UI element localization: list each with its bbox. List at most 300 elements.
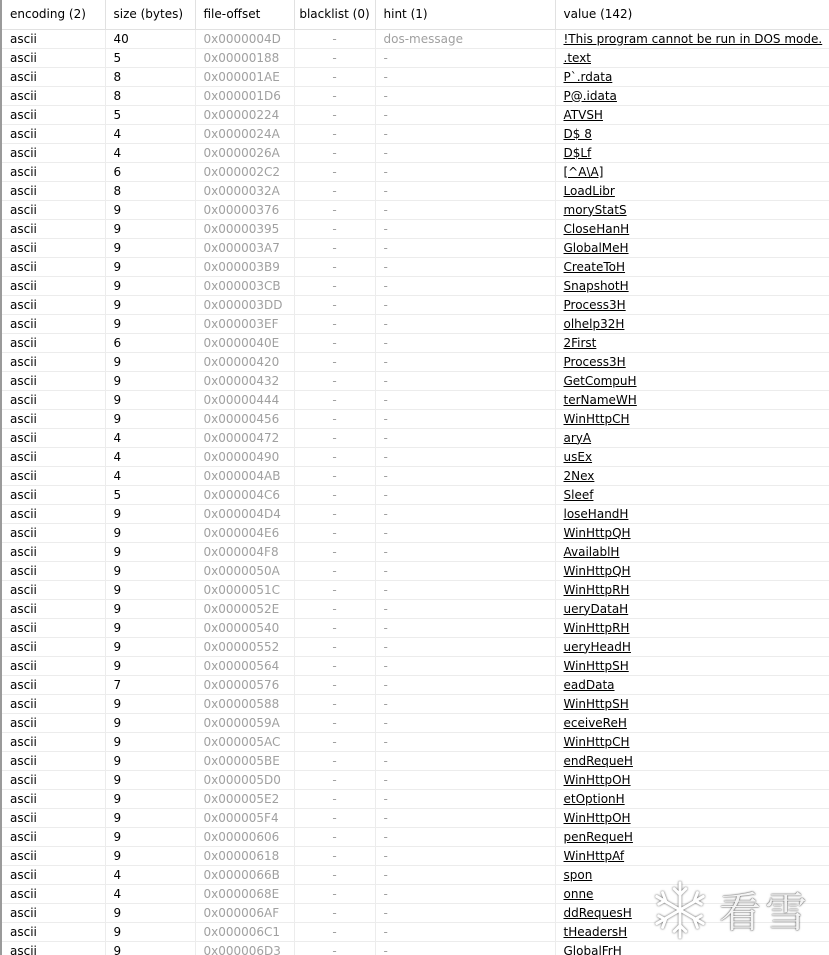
cell-hint: -: [375, 675, 555, 694]
cell-value: [555, 466, 829, 485]
table-row[interactable]: [2, 390, 829, 409]
cell-encoding: ascii: [2, 276, 105, 295]
table-header-row: [2, 0, 829, 29]
cell-encoding: ascii: [2, 846, 105, 865]
table-row[interactable]: [2, 86, 829, 105]
table-row[interactable]: [2, 181, 829, 200]
string-value-link[interactable]: terNameWH: [563, 392, 637, 407]
column-header-value[interactable]: value (142): [555, 0, 829, 29]
cell-value: [555, 504, 829, 523]
string-value-link[interactable]: GetCompuH: [563, 373, 637, 388]
table-row[interactable]: [2, 276, 829, 295]
string-value-link[interactable]: WinHttpCH: [563, 734, 630, 749]
cell-encoding: ascii: [2, 789, 105, 808]
string-value-link[interactable]: AvailablH: [563, 544, 620, 559]
cell-size: 9: [105, 827, 195, 846]
table-row[interactable]: [2, 67, 829, 86]
column-header-file-offset[interactable]: file-offset: [195, 0, 294, 29]
cell-value: [555, 276, 829, 295]
cell-file-offset: 0x000005D0: [195, 770, 294, 789]
cell-file-offset: 0x000006D3: [195, 941, 294, 955]
cell-blacklist: -: [294, 371, 375, 390]
table-row[interactable]: [2, 542, 829, 561]
cell-file-offset: 0x00000395: [195, 219, 294, 238]
cell-file-offset: 0x000004C6: [195, 485, 294, 504]
cell-blacklist: -: [294, 713, 375, 732]
string-value-link[interactable]: WinHttpSH: [563, 696, 629, 711]
cell-blacklist: -: [294, 86, 375, 105]
table-row[interactable]: [2, 200, 829, 219]
cell-value: [555, 637, 829, 656]
cell-encoding: ascii: [2, 352, 105, 371]
table-row[interactable]: [2, 941, 829, 955]
table-row[interactable]: [2, 485, 829, 504]
table-row[interactable]: [2, 789, 829, 808]
cell-file-offset: 0x00000618: [195, 846, 294, 865]
cell-size: 5: [105, 485, 195, 504]
cell-value: [555, 713, 829, 732]
table-row[interactable]: [2, 732, 829, 751]
cell-encoding: ascii: [2, 770, 105, 789]
cell-value: [555, 333, 829, 352]
table-row[interactable]: [2, 48, 829, 67]
column-header-size[interactable]: size (bytes): [105, 0, 195, 29]
cell-value: [555, 295, 829, 314]
cell-encoding: ascii: [2, 29, 105, 48]
cell-file-offset: 0x00000588: [195, 694, 294, 713]
cell-file-offset: 0x000004D4: [195, 504, 294, 523]
cell-size: 9: [105, 504, 195, 523]
cell-size: 9: [105, 713, 195, 732]
cell-encoding: ascii: [2, 903, 105, 922]
cell-value: [555, 447, 829, 466]
string-value-link[interactable]: moryStatS: [563, 202, 627, 217]
string-value-link[interactable]: GlobalMeH: [563, 240, 629, 255]
table-row[interactable]: [2, 29, 829, 48]
cell-size: 9: [105, 352, 195, 371]
string-value-link[interactable]: CloseHanH: [563, 221, 630, 236]
cell-file-offset: 0x000001D6: [195, 86, 294, 105]
table-row[interactable]: [2, 409, 829, 428]
string-value-link[interactable]: aryA: [563, 430, 592, 445]
string-value-link[interactable]: ATVSH: [563, 107, 603, 122]
string-value-link[interactable]: eadData: [563, 677, 615, 692]
cell-blacklist: -: [294, 751, 375, 770]
cell-blacklist: -: [294, 903, 375, 922]
string-value-link[interactable]: spon: [563, 867, 593, 882]
table-row[interactable]: [2, 884, 829, 903]
table-row[interactable]: [2, 827, 829, 846]
cell-value: [555, 827, 829, 846]
cell-hint: -: [375, 409, 555, 428]
table-row[interactable]: [2, 922, 829, 941]
cell-file-offset: 0x000006AF: [195, 903, 294, 922]
table-row[interactable]: [2, 466, 829, 485]
cell-file-offset: 0x0000066B: [195, 865, 294, 884]
strings-table: [2, 0, 829, 955]
cell-blacklist: -: [294, 561, 375, 580]
string-value-link[interactable]: loseHandH: [563, 506, 629, 521]
cell-file-offset: 0x00000376: [195, 200, 294, 219]
cell-file-offset: 0x0000050A: [195, 561, 294, 580]
table-row[interactable]: [2, 865, 829, 884]
cell-file-offset: 0x000003DD: [195, 295, 294, 314]
cell-value: [555, 770, 829, 789]
table-row[interactable]: [2, 371, 829, 390]
table-row[interactable]: [2, 846, 829, 865]
cell-encoding: ascii: [2, 105, 105, 124]
cell-value: [555, 314, 829, 333]
cell-blacklist: -: [294, 29, 375, 48]
cell-file-offset: 0x0000026A: [195, 143, 294, 162]
string-value-link[interactable]: penRequeH: [563, 829, 633, 844]
cell-blacklist: -: [294, 808, 375, 827]
string-value-link[interactable]: D$ 8: [563, 126, 592, 141]
cell-value: [555, 409, 829, 428]
table-row[interactable]: [2, 257, 829, 276]
cell-encoding: ascii: [2, 409, 105, 428]
cell-encoding: ascii: [2, 295, 105, 314]
cell-size: 9: [105, 390, 195, 409]
string-value-link[interactable]: etOptionH: [563, 791, 625, 806]
string-value-link[interactable]: ddRequesH: [563, 905, 632, 920]
table-row[interactable]: [2, 352, 829, 371]
cell-blacklist: -: [294, 637, 375, 656]
table-row[interactable]: [2, 447, 829, 466]
cell-blacklist: -: [294, 580, 375, 599]
cell-blacklist: -: [294, 789, 375, 808]
cell-size: 9: [105, 599, 195, 618]
cell-blacklist: -: [294, 257, 375, 276]
cell-file-offset: 0x00000188: [195, 48, 294, 67]
cell-file-offset: 0x00000552: [195, 637, 294, 656]
table-row[interactable]: [2, 295, 829, 314]
cell-encoding: ascii: [2, 808, 105, 827]
cell-blacklist: -: [294, 409, 375, 428]
cell-hint: -: [375, 238, 555, 257]
cell-file-offset: 0x00000576: [195, 675, 294, 694]
cell-size: 8: [105, 67, 195, 86]
string-value-link[interactable]: ueryDataH: [563, 601, 629, 616]
table-row[interactable]: [2, 637, 829, 656]
cell-value: [555, 903, 829, 922]
cell-hint: -: [375, 124, 555, 143]
cell-value: [555, 561, 829, 580]
cell-value: [555, 257, 829, 276]
cell-file-offset: 0x0000051C: [195, 580, 294, 599]
cell-hint: -: [375, 808, 555, 827]
table-row[interactable]: [2, 694, 829, 713]
cell-size: 9: [105, 732, 195, 751]
cell-hint: -: [375, 561, 555, 580]
cell-blacklist: -: [294, 504, 375, 523]
cell-value: [555, 238, 829, 257]
cell-hint: -: [375, 257, 555, 276]
cell-encoding: ascii: [2, 238, 105, 257]
cell-encoding: ascii: [2, 200, 105, 219]
cell-encoding: ascii: [2, 675, 105, 694]
table-row[interactable]: [2, 238, 829, 257]
string-value-link[interactable]: olhelp32H: [563, 316, 625, 331]
string-value-link[interactable]: .text: [563, 50, 591, 65]
cell-size: 9: [105, 846, 195, 865]
cell-blacklist: -: [294, 485, 375, 504]
column-header-hint[interactable]: hint (1): [375, 0, 555, 29]
cell-hint: -: [375, 941, 555, 955]
cell-encoding: ascii: [2, 922, 105, 941]
cell-size: 6: [105, 162, 195, 181]
table-row[interactable]: [2, 333, 829, 352]
cell-value: [555, 219, 829, 238]
table-row[interactable]: [2, 675, 829, 694]
string-value-link[interactable]: CreateToH: [563, 259, 626, 274]
cell-value: [555, 162, 829, 181]
cell-value: [555, 808, 829, 827]
cell-size: 9: [105, 200, 195, 219]
cell-size: 9: [105, 295, 195, 314]
cell-file-offset: 0x00000456: [195, 409, 294, 428]
cell-blacklist: -: [294, 181, 375, 200]
table-row[interactable]: [2, 105, 829, 124]
string-value-link[interactable]: usEx: [563, 449, 593, 464]
cell-value: [555, 86, 829, 105]
string-value-link[interactable]: P`.rdata: [563, 69, 613, 84]
cell-file-offset: 0x00000224: [195, 105, 294, 124]
cell-blacklist: -: [294, 67, 375, 86]
string-value-link[interactable]: WinHttpQH: [563, 563, 631, 578]
cell-hint: -: [375, 789, 555, 808]
cell-file-offset: 0x000005AC: [195, 732, 294, 751]
string-value-link[interactable]: D$Lf: [563, 145, 592, 160]
string-value-link[interactable]: eceiveReH: [563, 715, 627, 730]
cell-hint: -: [375, 48, 555, 67]
cell-blacklist: -: [294, 732, 375, 751]
cell-value: [555, 48, 829, 67]
cell-size: 4: [105, 143, 195, 162]
cell-file-offset: 0x00000540: [195, 618, 294, 637]
table-row[interactable]: [2, 618, 829, 637]
table-row[interactable]: [2, 314, 829, 333]
cell-value: [555, 124, 829, 143]
cell-file-offset: 0x00000606: [195, 827, 294, 846]
cell-hint: -: [375, 181, 555, 200]
cell-file-offset: 0x000004AB: [195, 466, 294, 485]
cell-size: 40: [105, 29, 195, 48]
cell-size: 9: [105, 276, 195, 295]
cell-hint: -: [375, 732, 555, 751]
table-row[interactable]: [2, 656, 829, 675]
cell-hint: -: [375, 447, 555, 466]
cell-size: 4: [105, 124, 195, 143]
cell-blacklist: -: [294, 599, 375, 618]
cell-size: 4: [105, 466, 195, 485]
cell-encoding: ascii: [2, 314, 105, 333]
string-value-link[interactable]: SnapshotH: [563, 278, 629, 293]
cell-encoding: ascii: [2, 884, 105, 903]
cell-file-offset: 0x0000052E: [195, 599, 294, 618]
cell-value: [555, 675, 829, 694]
cell-file-offset: 0x0000024A: [195, 124, 294, 143]
string-value-link[interactable]: [^A\A]: [563, 164, 604, 179]
cell-blacklist: -: [294, 124, 375, 143]
cell-file-offset: 0x000006C1: [195, 922, 294, 941]
cell-blacklist: -: [294, 542, 375, 561]
cell-encoding: ascii: [2, 485, 105, 504]
cell-size: 9: [105, 314, 195, 333]
table-row[interactable]: [2, 599, 829, 618]
cell-hint: -: [375, 523, 555, 542]
cell-size: 9: [105, 618, 195, 637]
cell-size: 9: [105, 770, 195, 789]
table-row[interactable]: [2, 903, 829, 922]
cell-encoding: ascii: [2, 466, 105, 485]
string-value-link[interactable]: Sleef: [563, 487, 594, 502]
cell-encoding: ascii: [2, 542, 105, 561]
cell-blacklist: -: [294, 941, 375, 955]
string-value-link[interactable]: onne: [563, 886, 594, 901]
cell-blacklist: -: [294, 333, 375, 352]
cell-encoding: ascii: [2, 599, 105, 618]
string-value-link[interactable]: WinHttpOH: [563, 810, 631, 825]
cell-size: 9: [105, 371, 195, 390]
cell-file-offset: 0x000005F4: [195, 808, 294, 827]
cell-value: [555, 618, 829, 637]
cell-encoding: ascii: [2, 941, 105, 955]
table-row[interactable]: [2, 523, 829, 542]
cell-encoding: ascii: [2, 656, 105, 675]
cell-size: 9: [105, 580, 195, 599]
cell-encoding: ascii: [2, 219, 105, 238]
cell-hint: -: [375, 143, 555, 162]
cell-encoding: ascii: [2, 713, 105, 732]
cell-file-offset: 0x00000420: [195, 352, 294, 371]
watermark-text: 看雪: [719, 888, 812, 937]
cell-blacklist: -: [294, 884, 375, 903]
table-row[interactable]: [2, 713, 829, 732]
cell-encoding: ascii: [2, 561, 105, 580]
cell-value: [555, 865, 829, 884]
string-value-link[interactable]: Process3H: [563, 297, 626, 312]
cell-size: 8: [105, 86, 195, 105]
cell-hint: -: [375, 295, 555, 314]
string-value-link[interactable]: GlobalFrH: [563, 943, 622, 955]
table-row[interactable]: [2, 580, 829, 599]
table-row[interactable]: [2, 124, 829, 143]
cell-hint: -: [375, 618, 555, 637]
table-row[interactable]: [2, 428, 829, 447]
cell-encoding: ascii: [2, 751, 105, 770]
string-value-link[interactable]: P@.idata: [563, 88, 617, 103]
string-value-link[interactable]: Process3H: [563, 354, 626, 369]
cell-size: 9: [105, 257, 195, 276]
table-row[interactable]: [2, 808, 829, 827]
cell-hint: -: [375, 922, 555, 941]
string-value-link[interactable]: WinHttpSH: [563, 658, 629, 673]
cell-blacklist: -: [294, 143, 375, 162]
cell-value: [555, 580, 829, 599]
cell-size: 4: [105, 428, 195, 447]
cell-encoding: ascii: [2, 86, 105, 105]
string-value-link[interactable]: 2First: [563, 335, 597, 350]
string-value-link[interactable]: endRequeH: [563, 753, 633, 768]
cell-hint: -: [375, 599, 555, 618]
cell-hint: -: [375, 770, 555, 789]
string-value-link[interactable]: !This program cannot be run in DOS mode.: [563, 31, 823, 46]
cell-size: 9: [105, 903, 195, 922]
cell-encoding: ascii: [2, 143, 105, 162]
cell-hint: -: [375, 428, 555, 447]
cell-size: 9: [105, 694, 195, 713]
cell-hint: -: [375, 352, 555, 371]
cell-encoding: ascii: [2, 124, 105, 143]
cell-blacklist: -: [294, 922, 375, 941]
cell-file-offset: 0x000003EF: [195, 314, 294, 333]
cell-hint: -: [375, 542, 555, 561]
cell-blacklist: -: [294, 390, 375, 409]
cell-value: [555, 200, 829, 219]
string-value-link[interactable]: WinHttpRH: [563, 582, 630, 597]
string-value-link[interactable]: WinHttpAf: [563, 848, 625, 863]
string-value-link[interactable]: WinHttpRH: [563, 620, 630, 635]
cell-blacklist: -: [294, 827, 375, 846]
string-value-link[interactable]: LoadLibr: [563, 183, 615, 198]
cell-file-offset: 0x000003A7: [195, 238, 294, 257]
string-value-link[interactable]: WinHttpCH: [563, 411, 630, 426]
cell-size: 9: [105, 238, 195, 257]
cell-file-offset: 0x00000490: [195, 447, 294, 466]
cell-value: [555, 789, 829, 808]
cell-blacklist: -: [294, 694, 375, 713]
column-header-encoding[interactable]: encoding (2): [2, 0, 105, 29]
table-row[interactable]: [2, 219, 829, 238]
table-row[interactable]: [2, 143, 829, 162]
cell-file-offset: 0x00000432: [195, 371, 294, 390]
cell-file-offset: 0x00000564: [195, 656, 294, 675]
string-value-link[interactable]: ueryHeadH: [563, 639, 631, 654]
cell-size: 9: [105, 409, 195, 428]
string-value-link[interactable]: WinHttpOH: [563, 772, 631, 787]
cell-encoding: ascii: [2, 523, 105, 542]
cell-size: 9: [105, 941, 195, 955]
string-value-link[interactable]: 2Nex: [563, 468, 595, 483]
string-value-link[interactable]: WinHttpQH: [563, 525, 631, 540]
cell-blacklist: -: [294, 276, 375, 295]
cell-encoding: ascii: [2, 827, 105, 846]
string-value-link[interactable]: tHeadersH: [563, 924, 628, 939]
cell-encoding: ascii: [2, 67, 105, 86]
cell-file-offset: 0x0000068E: [195, 884, 294, 903]
cell-blacklist: -: [294, 656, 375, 675]
cell-value: [555, 884, 829, 903]
cell-encoding: ascii: [2, 181, 105, 200]
table-row[interactable]: [2, 504, 829, 523]
column-header-blacklist[interactable]: blacklist (0): [294, 0, 375, 29]
table-row[interactable]: [2, 162, 829, 181]
cell-blacklist: -: [294, 219, 375, 238]
table-row[interactable]: [2, 770, 829, 789]
table-row[interactable]: [2, 561, 829, 580]
table-row[interactable]: [2, 751, 829, 770]
cell-hint: -: [375, 466, 555, 485]
cell-blacklist: -: [294, 846, 375, 865]
cell-blacklist: -: [294, 295, 375, 314]
cell-encoding: ascii: [2, 390, 105, 409]
cell-value: [555, 941, 829, 955]
cell-hint: -: [375, 827, 555, 846]
cell-value: [555, 846, 829, 865]
cell-value: [555, 694, 829, 713]
cell-file-offset: 0x0000032A: [195, 181, 294, 200]
